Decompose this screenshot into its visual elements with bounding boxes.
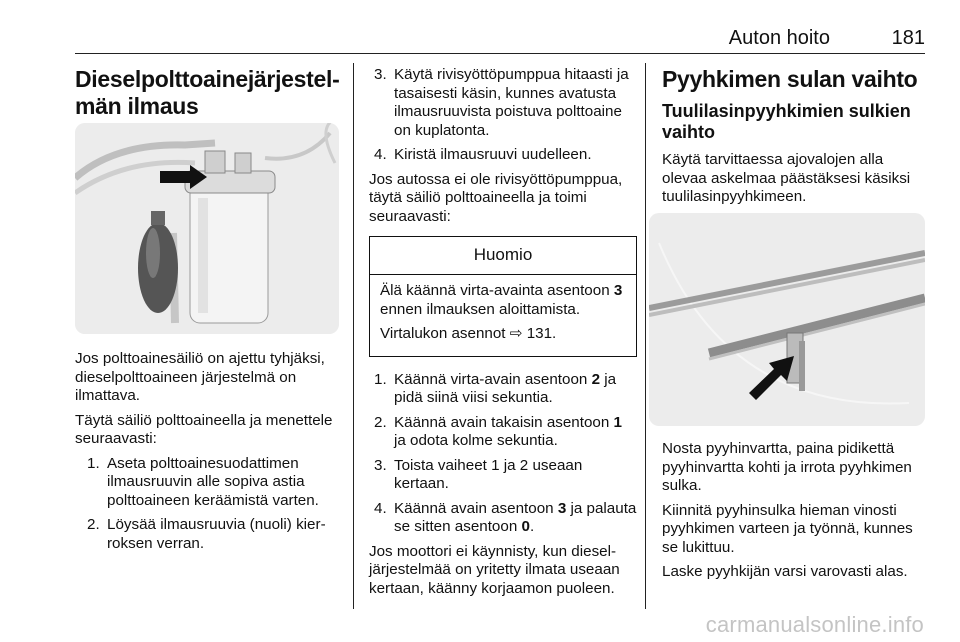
note-body [370,275,636,356]
left-column [75,66,343,120]
note-text-2: Virtalukon asennot ⇨ 131. [380,325,557,342]
middle-column [369,66,637,604]
right-column-text [662,440,932,588]
list-item: 3. Käytä rivisyöttöpumppua hitaasti ja tasaisesti käsin, kunnes avatusta ilmausruuvista poistuva polttoaine on kuplatonta. [374,66,629,139]
watermark: carmanualsonline.info [705,612,924,637]
column-divider-1 [353,63,354,609]
wiper-illustration [649,213,925,426]
list-item: 4. Käännä avain asentoon 3 ja palauta se sitten asentoon 0. [374,499,637,535]
list-item: 1. Käännä virta-avain asentoon 2 ja pidä siinä viisi sekuntia. [374,370,617,406]
list-item: 1. Aseta polttoainesuodattimen ilmausruuvin alle sopiva astia polttoaineen keräämistä varten. [87,454,319,509]
section-title: Auton hoito [728,27,830,49]
note-text-1: Älä käännä virta-avainta asentoon 3 ennen ilmauksen aloittamista. [380,282,623,318]
list-item: 3. Toista vaiheet 1 ja 2 useaan kertaan. [374,456,583,492]
middle-steps-bottom [369,371,637,537]
header-rule [75,53,925,54]
wiper-step-3: Laske pyyhkijän varsi varovasti alas. [662,563,908,580]
middle-steps-top [369,66,637,165]
subheading-wiper: Tuulilasinpyyhkimien sulkien vaihto [662,101,911,142]
left-column-text [75,350,345,559]
fill-paragraph: Täytä säiliö polttoaineella ja menettele seuraavasti: [75,411,333,447]
page-header [75,24,925,54]
page-number: 181 [891,27,925,49]
fuel-filter-illustration [75,123,339,334]
right-column [662,66,932,213]
note-box [369,236,637,357]
intro-paragraph: Jos polttoainesäiliö on ajettu tyhjäksi, dieselpolttoaineen järjestelmä on ilmattava. [75,350,325,404]
list-item: 2. Löysää ilmausruuvia (nuoli) kierroksen verran. [87,516,326,552]
wiper-step-2: Kiinnitä pyyhinsulka hieman vinosti pyyhkimen varteen ja työnnä, kunnes se lukittuu. [662,501,913,556]
closing-paragraph: Jos moottori ei käynnisty, kun dieseljärjestelmää on yritetty ilmata useaan kertaan, käänny korjaamon puoleen. [369,542,620,597]
wiper-intro: Käytä tarvittaessa ajovalojen alla olevaa askelmaa päästäksesi käsiksi tuulilasinpyyhkimeen. [662,151,911,205]
left-steps-list [75,455,345,554]
wiper-step-1: Nosta pyyhinvartta, paina pidikettä pyyhinvartta kohti ja irrota pyyhkimen sulka. [662,440,912,494]
column-divider-2 [645,63,646,609]
list-item: 4. Kiristä ilmausruuvi uudelleen. [374,146,592,163]
section-heading-diesel: Dieselpolttoainejärjestel- män ilmaus [75,66,340,119]
no-pump-paragraph: Jos autossa ei ole rivisyöttöpumppua, täytä säiliö polttoaineella ja toimi seuraavasti: [369,170,623,225]
note-title: Huomio [370,237,636,275]
section-heading-wiper: Pyyhkimen sulan vaihto [662,66,918,92]
list-item: 2. Käännä avain takaisin asentoon 1 ja odota kolme sekuntia. [374,413,622,449]
